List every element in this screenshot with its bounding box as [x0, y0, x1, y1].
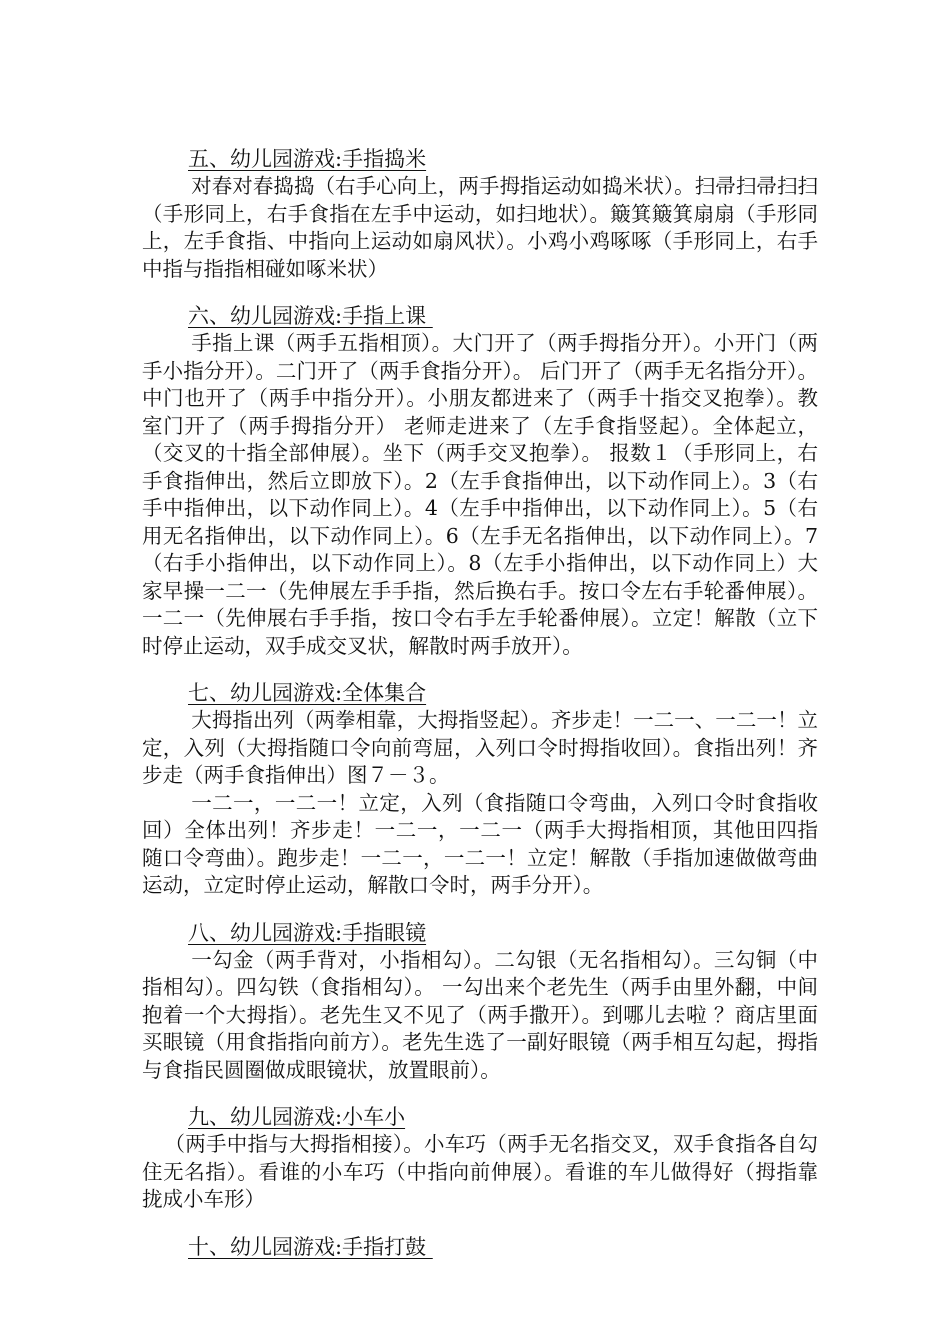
section-heading: 十、幼儿园游戏:手指打鼓: [188, 1234, 433, 1259]
section-6: [142, 303, 818, 660]
section-heading: 五、幼儿园游戏:手指捣米: [188, 147, 427, 171]
section-heading: 六、幼儿园游戏:手指上课: [188, 304, 433, 328]
section-heading: 七、幼儿园游戏:全体集合: [188, 681, 427, 705]
section-paragraph: 手指上课（两手五指相顶）。大门开了（两手拇指分开）。小开门（两手小指分开）。二门开了（两手食指分开）。 后门开了（两手无名指分开）。中门也开了（两手中指分开）。小朋友都进来了（两手十指交叉抱拳）。教室门开了（两手拇指分开） 老师走进来了（左手食指竖起）。全体起立，（交叉的十指全部伸展）。坐下（两手交叉抱拳）。 报数１（手形同上，右手食指伸出，然后立即放下）。2（左手食指伸出，以下动作同上）。3（右手中指伸出，以下动作同上）。4（左手中指伸出，以下动作同上）。5（右用无名指伸出，以下动作同上）。6（左手无名指伸出，以下动作同上）。7（右手小指伸出，以下动作同上）。8（左手小指伸出，以下动作同上）大家早操一二一（先伸展左手手指，然后换右手。按口令左右手轮番伸展）。一二一（先伸展右手手指，按口令右手左手轮番伸展）。立定！解散（立下时停止运动，双手成交叉状，解散时两手放开）。: [142, 331, 818, 658]
section-heading: 九、幼儿园游戏:小车小: [188, 1105, 406, 1129]
section-10: [142, 1234, 818, 1261]
section-9: [142, 1104, 818, 1214]
section-paragraph: 大拇指出列（两拳相靠，大拇指竖起）。齐步走！一二一、一二一！立定，入列（大拇指随口令向前弯屈，入列口令时拇指收回）。食指出列！齐步走（两手食指伸出）图７－３。: [142, 708, 818, 787]
document-page: [142, 146, 818, 1281]
section-5: [142, 146, 818, 283]
section-7: [142, 680, 818, 900]
section-heading: 八、幼儿园游戏:手指眼镜: [188, 920, 427, 945]
section-paragraph: 一勾金（两手背对，小指相勾）。二勾银（无名指相勾）。三勾铜（中指相勾）。四勾铁（食指相勾）。 一勾出来个老先生（两手由里外翻，中间抱着一个大拇指）。老先生又不见了（两手撒开）。到哪儿去啦 ？商店里面买眼镜（用食指指向前方）。老先生选了一副好眼镜（两手相互勾起，拇指与食指民圆圈做成眼镜状，放置眼前）。: [142, 947, 818, 1082]
section-8: [142, 920, 818, 1085]
section-paragraph: 对春对春捣捣（右手心向上，两手拇指运动如捣米状）。扫帚扫帚扫扫（手形同上，右手食指在左手中运动，如扫地状）。簸箕簸箕扇扇（手形同上，左手食指、中指向上运动如扇风状）。小鸡小鸡啄啄（手形同上，右手中指与指指相碰如啄米状）: [142, 174, 818, 281]
section-paragraph: （两手中指与大拇指相接）。小车巧（两手无名指交叉，双手食指各自勾住无名指）。看谁的小车巧（中指向前伸展）。看谁的车儿做得好（拇指靠拢成小车形）: [142, 1132, 818, 1211]
section-paragraph: 一二一，一二一！立定，入列（食指随口令弯曲，入列口令时食指收回）全体出列！齐步走！一二一，一二一（两手大拇指相顶，其他田四指随口令弯曲）。跑步走！一二一，一二一！立定！解散（手指加速做做弯曲运动，立定时停止运动，解散口令时，两手分开）。: [142, 790, 818, 897]
